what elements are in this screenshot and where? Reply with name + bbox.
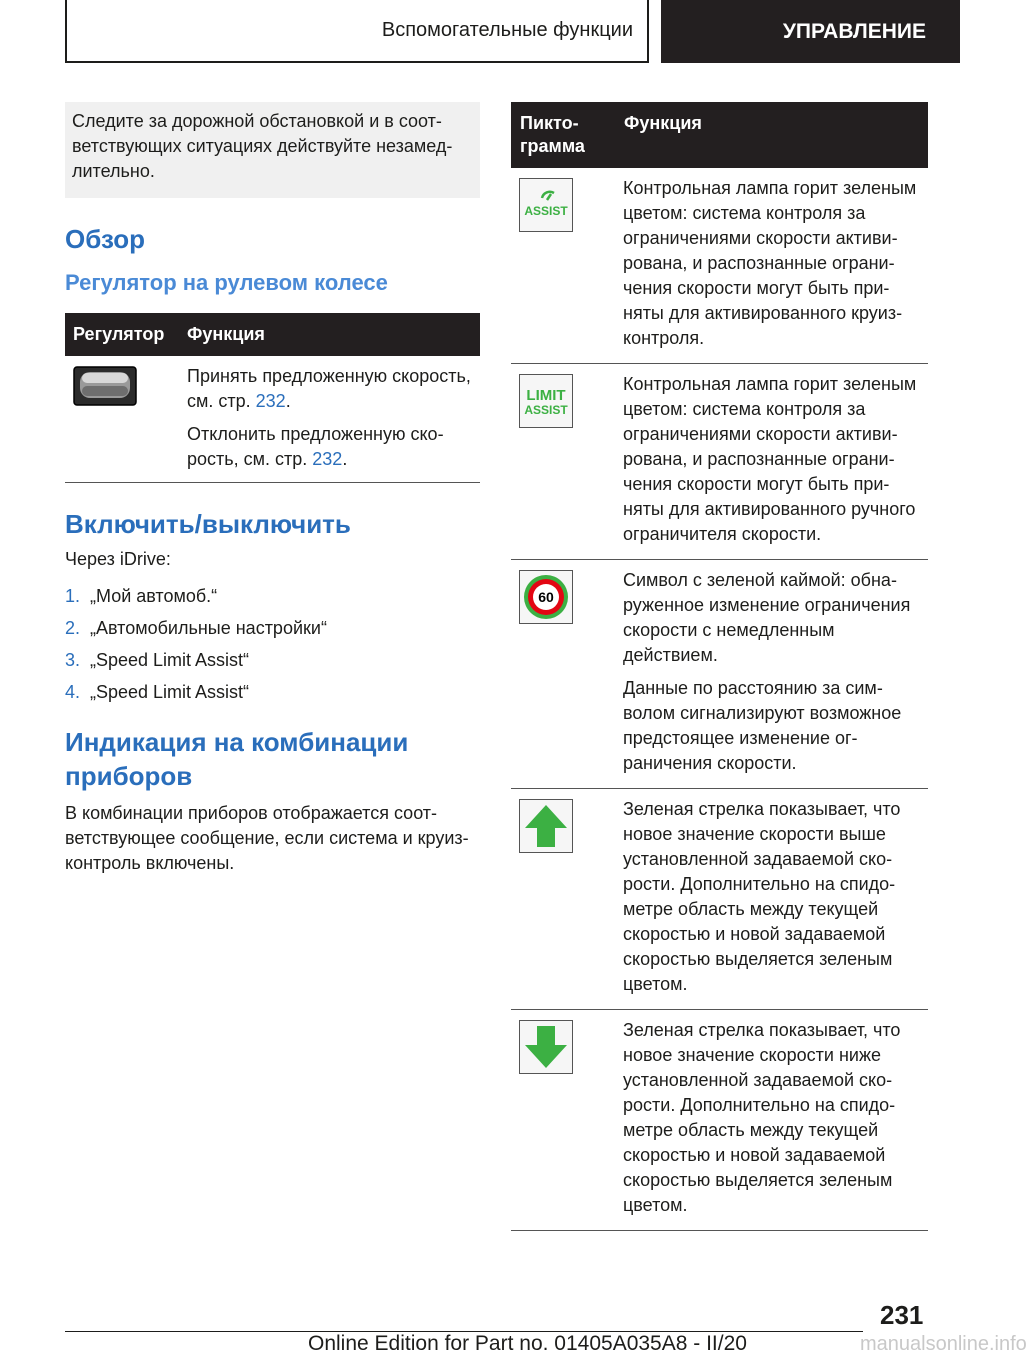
- svg-text:ASSIST: ASSIST: [524, 204, 568, 218]
- list-item: 3. „Speed Limit Assist“: [65, 650, 250, 670]
- controls-table: [65, 313, 480, 483]
- on-off-heading: Включить/выключить: [65, 509, 351, 539]
- pictogram-table-header: [511, 102, 928, 168]
- steering-wheel-control-heading: Регулятор на рулевом колесе: [65, 270, 388, 295]
- steering-wheel-rocker-switch-icon: [73, 366, 137, 406]
- instrument-cluster-heading: Индикация на комбинации приборов: [65, 727, 409, 791]
- left-column: [65, 102, 480, 876]
- assist-indicator-icon: [519, 178, 573, 232]
- warning-note: [65, 102, 480, 198]
- table-row: LIMIT ASSIST Контрольная лампа горит зеленым цветом: система контроля за ограничениями скорости активирована, и распознанные ограничения скорости могут быть приняты для активированного ручного ограничителя скорости.: [511, 364, 928, 560]
- warning-note-text: Следите за дорожной обстановкой и в соответствующих ситуациях действуйте незамедлительно.: [72, 111, 453, 181]
- on-off-intro: Через iDrive:: [65, 549, 171, 569]
- controls-table-header: [65, 313, 480, 356]
- table-row: ASSIST Контрольная лампа горит зеленым цветом: система контроля за ограничениями скорости активирована, и распознанные ограничения скорости могут быть приняты для активированного круиз-контроля.: [511, 168, 928, 364]
- page-number: 231: [880, 1300, 924, 1330]
- pictogram-table: [511, 102, 928, 1231]
- svg-text:ASSIST: ASSIST: [524, 403, 568, 417]
- section-title: УПРАВЛЕНИЕ: [782, 19, 926, 43]
- chapter-title: Вспомогательные функции: [381, 19, 633, 41]
- svg-text:LIMIT: LIMIT: [526, 387, 566, 404]
- running-header-chapter: [65, 0, 649, 63]
- edition-footer: Online Edition for Part no. 01405A035A8 - II/20: [308, 1332, 747, 1355]
- decline-speed-text: Отклонить предложенную скорость, см. стр. 232.: [187, 424, 444, 469]
- accept-speed-text: Принять предложенную скорость, см. стр. 232.: [187, 366, 471, 411]
- table-row: Зеленая стрелка показывает, что новое значение скорости выше установленной задаваемой скорости. Дополнительно на спидометре область между текущей скоростью и новой задаваемой скоростью выделяется зеленым цветом.: [511, 789, 928, 1010]
- list-item: 1. „Мой автомоб.“: [65, 586, 218, 606]
- page-link[interactable]: 232: [255, 391, 286, 411]
- column-header-pictogram: Пиктограмма: [511, 102, 615, 168]
- column-header-control: Регулятор: [65, 313, 179, 356]
- table-row: 60 Символ с зеленой каймой: обнаруженное изменение ограничения скорости с немедленным действием. Данные по расстоянию за символом сигнализируют возможное предстоящее изменение ограничения скорости.: [511, 560, 928, 789]
- limit-assist-indicator-icon: [519, 374, 573, 428]
- overview-heading: Обзор: [65, 224, 145, 254]
- right-column: [511, 102, 928, 1231]
- instrument-cluster-text: В комбинации приборов отображается соответствующее сообщение, если система и круиз-контроль включены.: [65, 803, 469, 873]
- speed-limit-sign-icon: [519, 570, 573, 624]
- list-item: 4. „Speed Limit Assist“: [65, 682, 250, 702]
- green-arrow-up-icon: [519, 799, 573, 853]
- idrive-steps-list: [65, 584, 480, 705]
- green-arrow-down-icon: [519, 1020, 573, 1074]
- table-row: Зеленая стрелка показывает, что новое значение скорости ниже установленной задаваемой скорости. Дополнительно на спидометре область между текущей скоростью и новой задаваемой скоростью выделяется зеленым цветом.: [511, 1010, 928, 1231]
- column-header-function: Функция: [615, 102, 928, 168]
- table-row: [65, 356, 480, 483]
- list-item: 2. „Автомобильные настройки“: [65, 618, 327, 638]
- column-header-function: Функция: [179, 313, 480, 356]
- watermark: manualsonline.info: [860, 1333, 1027, 1355]
- svg-text:60: 60: [538, 589, 554, 605]
- page-link[interactable]: 232: [312, 449, 343, 469]
- running-header-section: [661, 0, 960, 63]
